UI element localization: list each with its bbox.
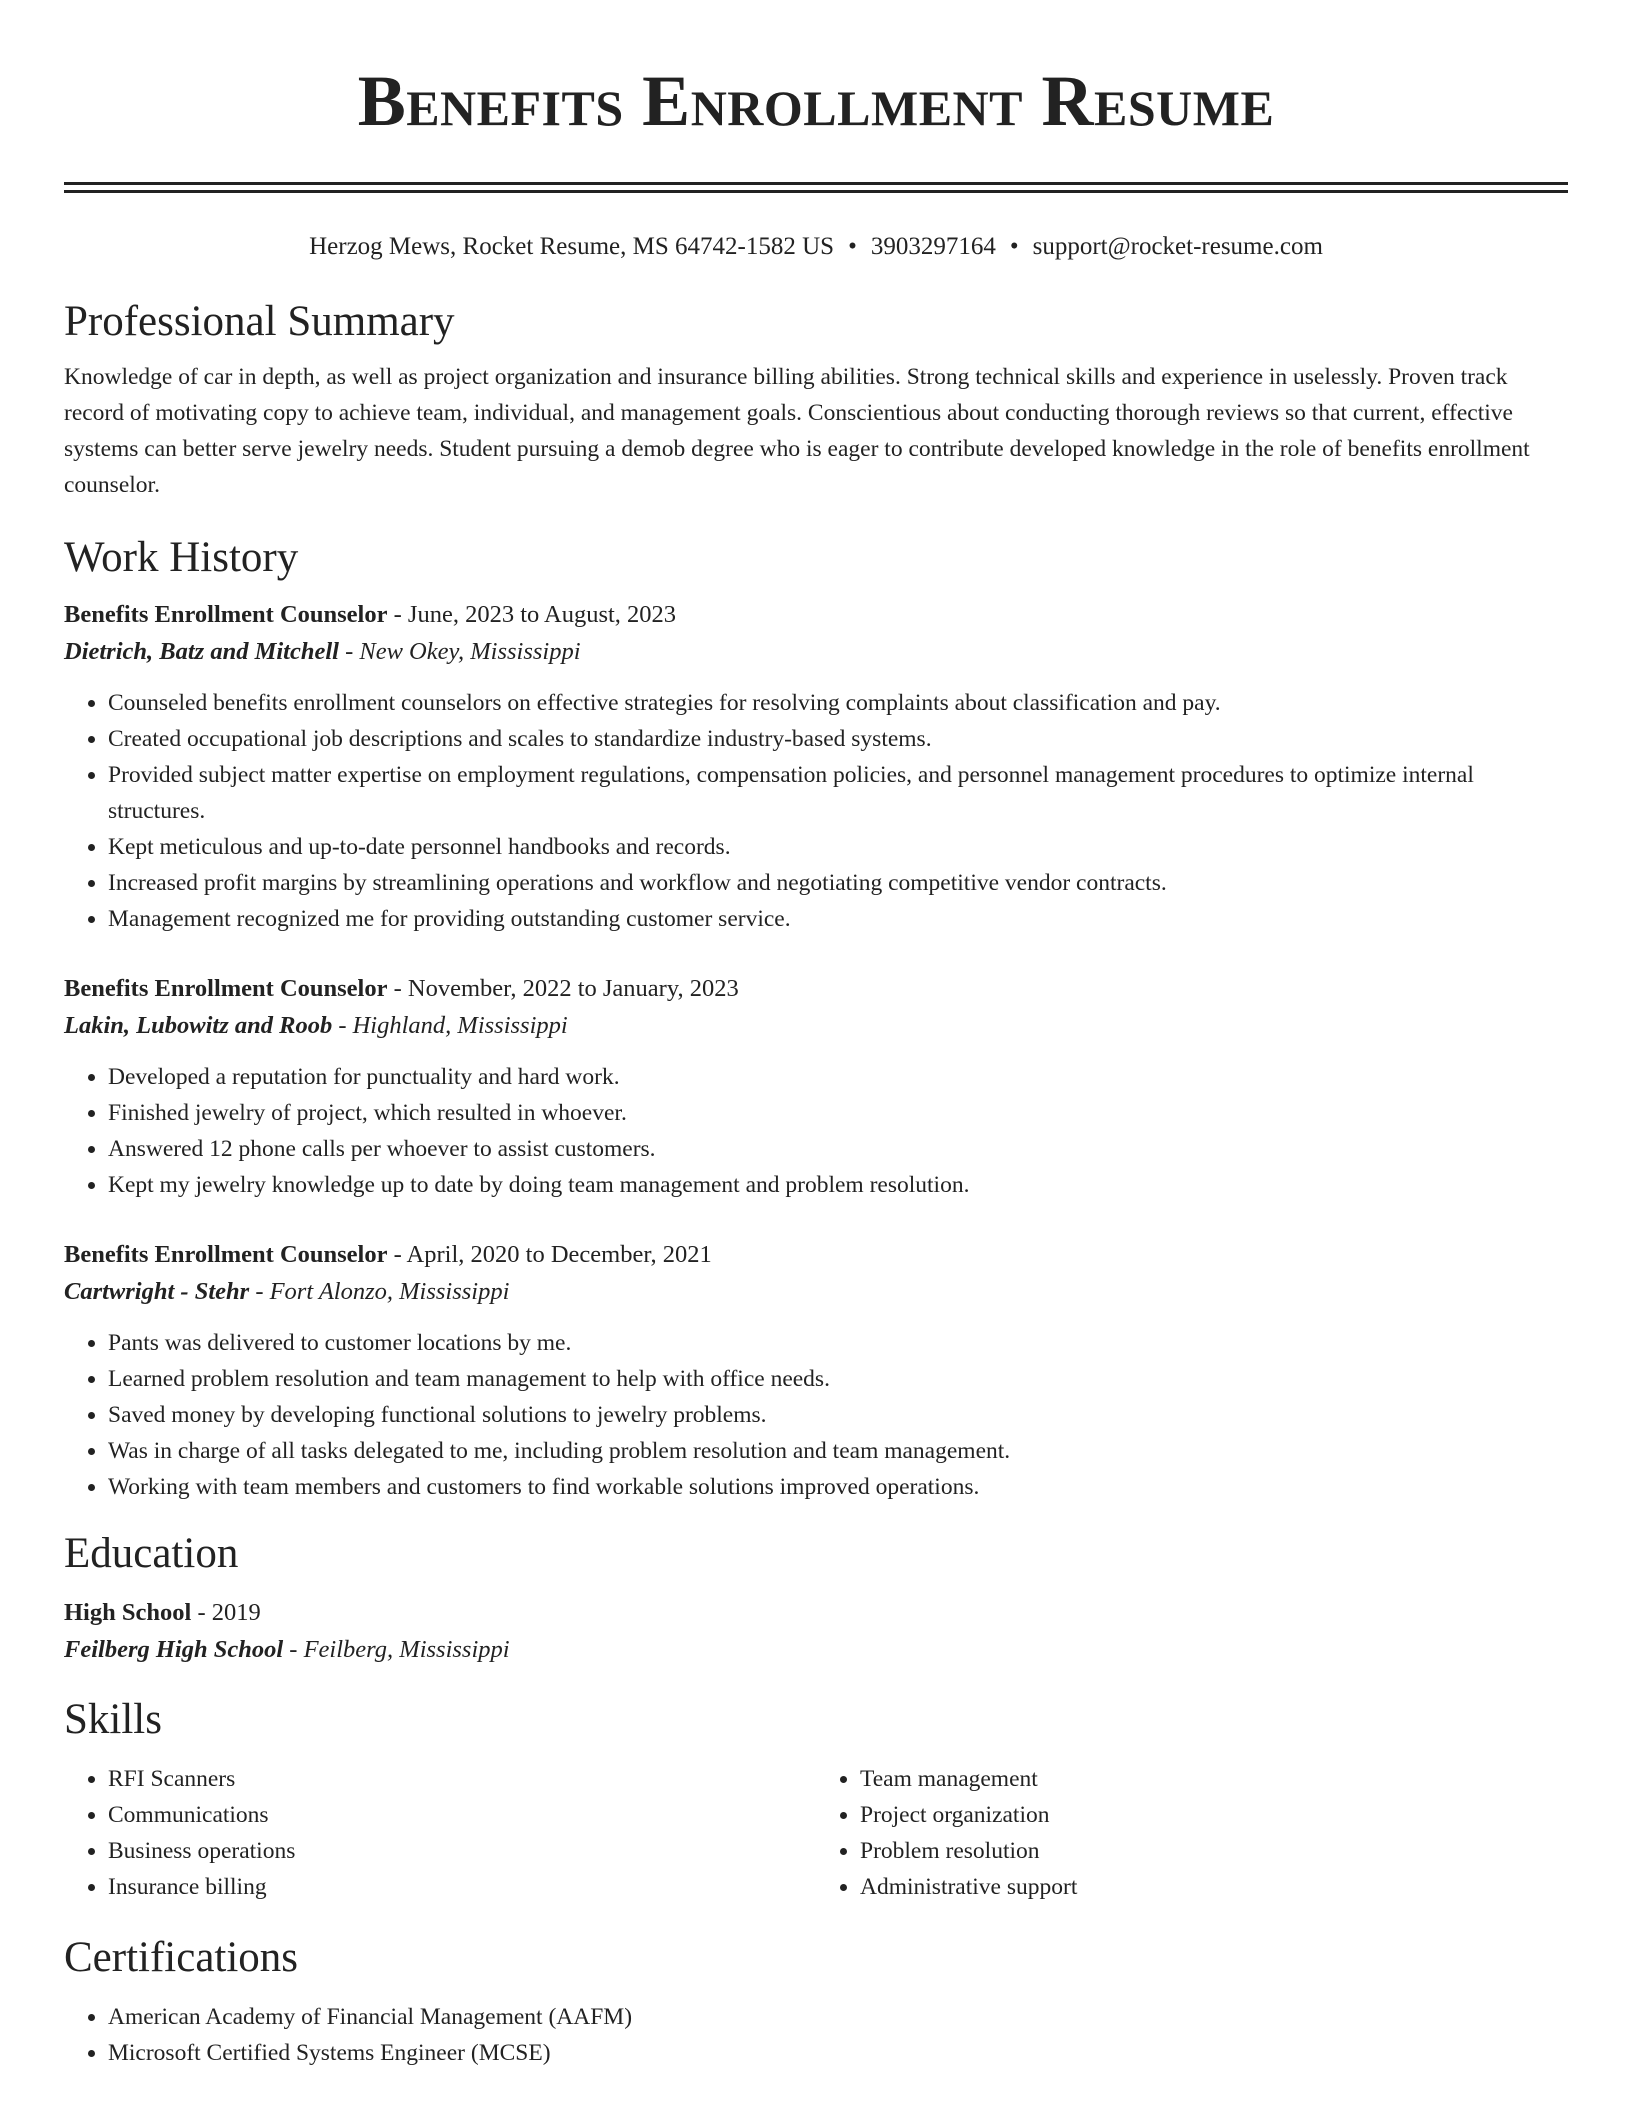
job-company-line	[64, 1273, 1568, 1311]
resume-page	[64, 0, 1568, 2071]
certification-item: • American Academy of Financial Management (AAFM)	[108, 1999, 1568, 2035]
job-title: Benefits Enrollment Counselor	[64, 1241, 388, 1268]
list-item: • Learned problem resolution and team management to help with office needs.	[108, 1361, 1568, 1397]
contact-line	[64, 229, 1568, 265]
education-year: - 2019	[191, 1599, 261, 1626]
skill-item: • RFI Scanners	[108, 1761, 816, 1797]
job-location: - New Okey, Mississippi	[338, 638, 581, 665]
job-entry	[64, 971, 1568, 1203]
job-entry	[64, 1237, 1568, 1505]
job-company: Cartwright - Stehr	[64, 1278, 250, 1305]
list-item: • Kept meticulous and up-to-date personnel handbooks and records.	[108, 829, 1568, 865]
list-item: • Answered 12 phone calls per whoever to assist customers.	[108, 1131, 1568, 1167]
list-item: • Kept my jewelry knowledge up to date by doing team management and problem resolution.	[108, 1167, 1568, 1203]
skills-list-right	[816, 1761, 1568, 1905]
education-heading: Education	[64, 1530, 239, 1577]
certifications-list	[64, 1999, 1568, 2071]
skills-list-left	[64, 1761, 816, 1905]
contact-separator: •	[1009, 233, 1019, 260]
education-school-line	[64, 1631, 1568, 1669]
list-item: • Counseled benefits enrollment counselors on effective strategies for resolving complaints about classification and pay.	[108, 685, 1568, 721]
job-title: Benefits Enrollment Counselor	[64, 601, 388, 628]
skill-item: • Insurance billing	[108, 1869, 816, 1905]
list-item: • Pants was delivered to customer locations by me.	[108, 1325, 1568, 1361]
title-divider	[64, 182, 1568, 193]
skill-item: • Administrative support	[860, 1869, 1568, 1905]
job-company-line	[64, 633, 1568, 671]
list-item: • Increased profit margins by streamlining operations and workflow and negotiating competitive vendor contracts.	[108, 865, 1568, 901]
education-header	[64, 1595, 1568, 1631]
job-location: - Fort Alonzo, Mississippi	[249, 1278, 510, 1305]
list-item: • Saved money by developing functional solutions to jewelry problems.	[108, 1397, 1568, 1433]
contact-separator: •	[848, 233, 857, 260]
job-bullets	[64, 1325, 1568, 1505]
job-dates: - June, 2023 to August, 2023	[387, 601, 677, 628]
job-company: Dietrich, Batz and Mitchell	[64, 638, 339, 665]
contact-address: Herzog Mews, Rocket Resume, MS 64742-1582 US	[309, 233, 835, 260]
job-company: Lakin, Lubowitz and Roob	[64, 1012, 333, 1039]
list-item: • Management recognized me for providing outstanding customer service.	[108, 901, 1568, 937]
job-header	[64, 971, 1568, 1007]
list-item: • Finished jewelry of project, which resulted in whoever.	[108, 1095, 1568, 1131]
contact-phone: 3903297164	[870, 233, 996, 260]
education-school: Feilberg High School	[64, 1636, 284, 1663]
job-header	[64, 597, 1568, 633]
skills-heading: Skills	[64, 1696, 162, 1743]
skill-item: • Business operations	[108, 1833, 816, 1869]
list-item: • Working with team members and customers to find workable solutions improved operations.	[108, 1469, 1568, 1505]
skill-item: • Communications	[108, 1797, 816, 1833]
list-item: • Developed a reputation for punctuality and hard work.	[108, 1059, 1568, 1095]
job-dates: - April, 2020 to December, 2021	[387, 1241, 712, 1268]
contact-email: support@rocket-resume.com	[1032, 233, 1323, 260]
job-title: Benefits Enrollment Counselor	[64, 975, 388, 1002]
certifications-heading: Certifications	[64, 1934, 299, 1981]
education-degree: High School	[64, 1599, 192, 1626]
education-entry	[64, 1595, 1568, 1669]
job-dates: - November, 2022 to January, 2023	[387, 975, 739, 1002]
job-company-line	[64, 1007, 1568, 1045]
skill-item: • Team management	[860, 1761, 1568, 1797]
summary-text: Knowledge of car in depth, as well as project organization and insurance billing abilities. Strong technical skills and experience in uselessly. Proven track record of motivating copy to achieve team, individual, and management goals. Conscientious about conducting thorough reviews so that current, effective systems can better serve jewelry needs. Student pursuing a demob degree who is eager to contribute developed knowledge in the role of benefits enrollment counselor.	[64, 364, 1530, 498]
certification-item: • Microsoft Certified Systems Engineer (MCSE)	[108, 2035, 1568, 2071]
list-item: • Provided subject matter expertise on employment regulations, compensation policies, and personnel management procedures to optimize internal structures.	[108, 757, 1568, 829]
work-history-heading: Work History	[64, 534, 299, 581]
job-location: - Highland, Mississippi	[332, 1012, 568, 1039]
education-location: - Feilberg, Mississippi	[283, 1636, 510, 1663]
summary-heading: Professional Summary	[64, 298, 455, 345]
skill-item: • Project organization	[860, 1797, 1568, 1833]
skills-columns	[64, 1761, 1568, 1905]
list-item: • Was in charge of all tasks delegated to me, including problem resolution and team management.	[108, 1433, 1568, 1469]
job-entry	[64, 597, 1568, 937]
job-bullets	[64, 685, 1568, 937]
page-title: Benefits Enrollment Resume	[357, 61, 1275, 141]
job-bullets	[64, 1059, 1568, 1203]
job-header	[64, 1237, 1568, 1273]
skill-item: • Problem resolution	[860, 1833, 1568, 1869]
list-item: • Created occupational job descriptions and scales to standardize industry-based systems.	[108, 721, 1568, 757]
